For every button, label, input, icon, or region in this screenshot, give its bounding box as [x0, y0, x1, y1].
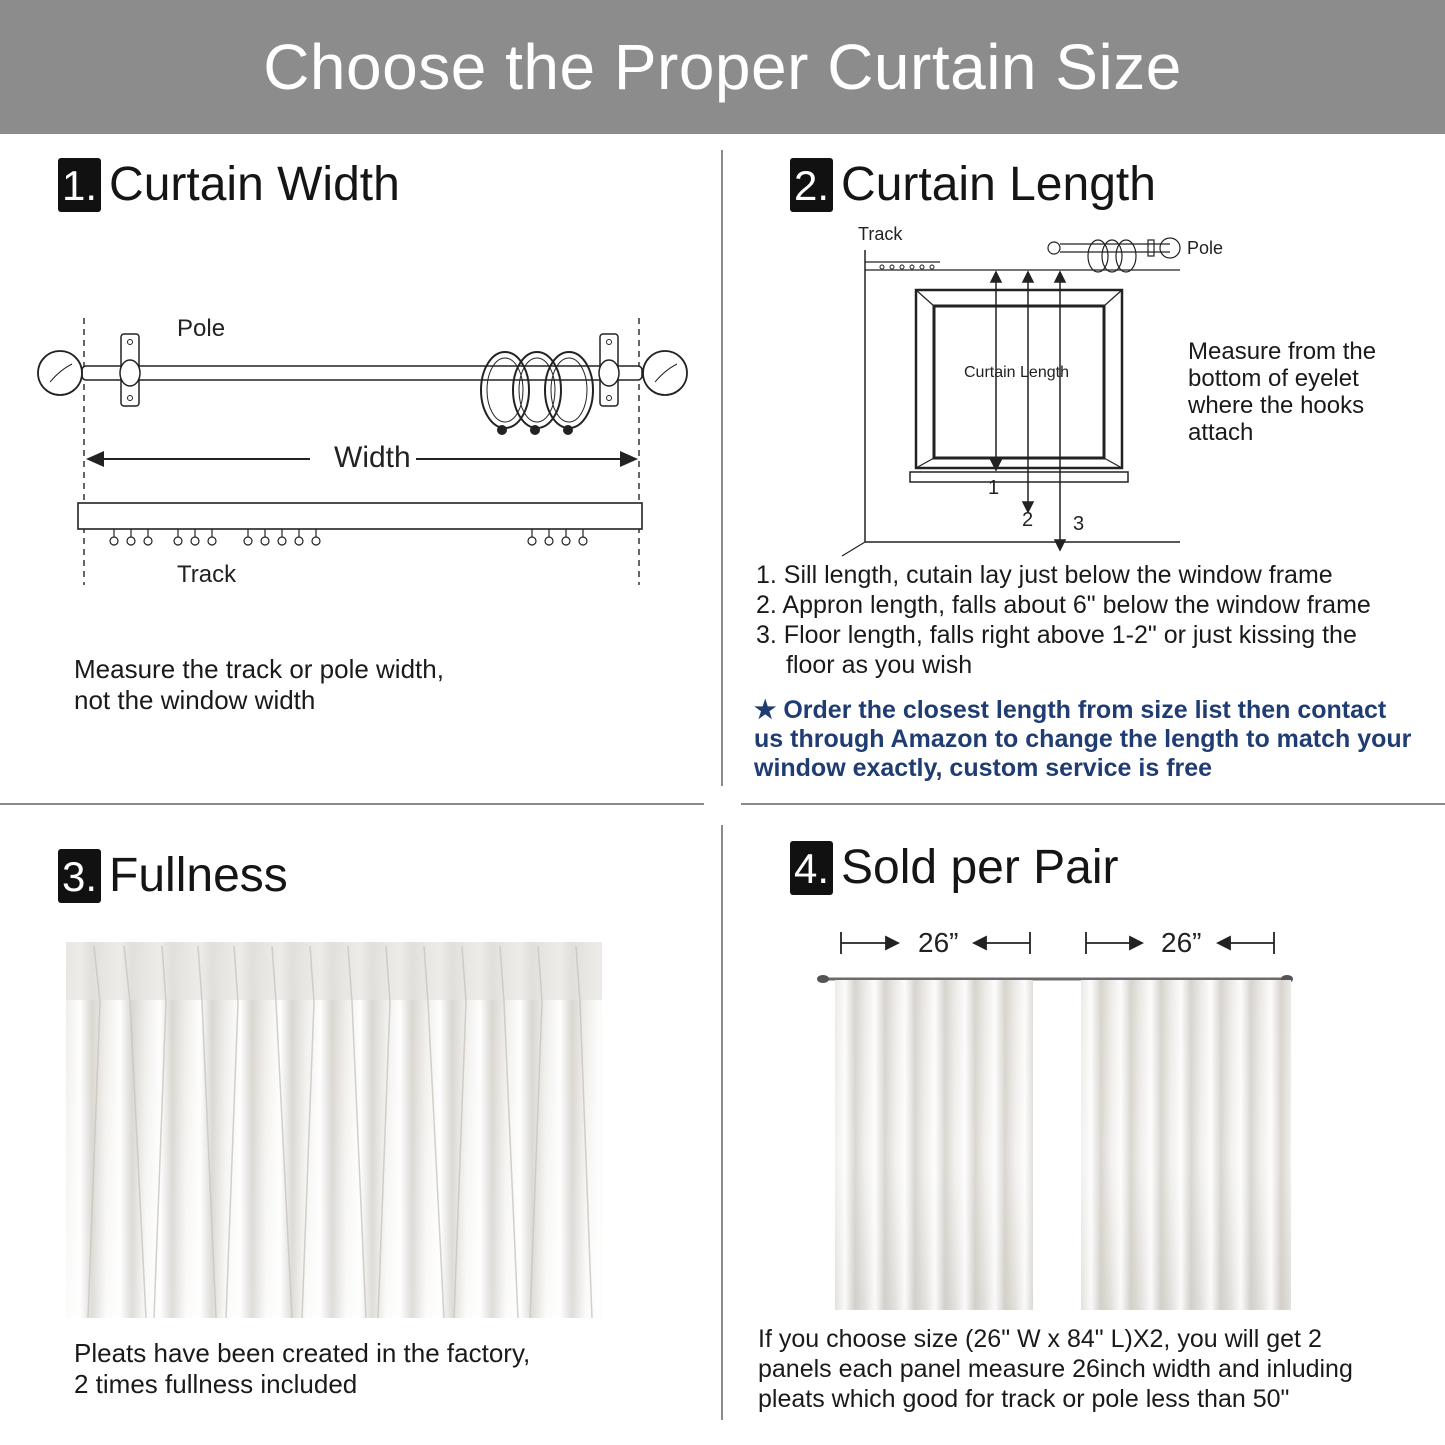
notice-line: ★ Order the closest length from size list then contact	[754, 696, 1387, 724]
length-steps-list	[756, 560, 1371, 680]
section-number-badge: 1.	[58, 158, 101, 212]
section-title: Curtain Width	[109, 158, 400, 211]
pair-width-markers	[830, 920, 1290, 970]
width-description-line: Measure the track or pole width,	[74, 654, 444, 684]
divider-horizontal-right	[741, 803, 1445, 805]
width-description-line: not the window width	[74, 685, 316, 715]
width-diagram	[30, 300, 710, 600]
divider-horizontal-left	[0, 803, 704, 805]
pair-description-line: pleats which good for track or pole less than 50"	[758, 1385, 1290, 1413]
label-pole: Pole	[177, 315, 226, 342]
marker-2: 2	[1022, 509, 1034, 531]
pole-rings-icon	[1048, 238, 1180, 272]
fullness-description-line: 2 times fullness included	[74, 1369, 358, 1399]
section-number-badge: 2.	[790, 158, 833, 212]
right-panel-width: 26”	[1161, 927, 1202, 958]
length-step: 3. Floor length, falls right above 1-2" or just kissing the	[756, 621, 1357, 649]
measure-note-line: bottom of eyelet	[1188, 365, 1359, 392]
track-hooks-icon	[880, 265, 934, 269]
section-pair-heading	[790, 840, 1119, 895]
label-pole: Pole	[1187, 238, 1224, 258]
marker-1: 1	[988, 477, 1000, 499]
bracket-right-icon	[599, 334, 619, 406]
notice-line: us through Amazon to change the length to match your	[754, 725, 1412, 753]
length-step: floor as you wish	[786, 651, 973, 679]
divider-vertical-bottom	[721, 825, 723, 1420]
section-fullness-heading	[58, 848, 288, 903]
curtain-rings-icon	[481, 352, 593, 434]
section-title: Sold per Pair	[841, 841, 1119, 894]
length-step: 2. Appron length, falls about 6" below the window frame	[756, 591, 1371, 619]
divider-vertical-top	[721, 150, 723, 786]
pair-description-line: panels each panel measure 26inch width and inluding	[758, 1355, 1353, 1383]
label-track: Track	[858, 224, 903, 244]
marker-3: 3	[1073, 513, 1085, 535]
label-curtain-length: Curtain Length	[964, 364, 1069, 381]
measure-note-line: attach	[1188, 419, 1254, 446]
finial-right-icon	[643, 351, 687, 395]
section-length-heading	[790, 157, 1156, 212]
page-title: Choose the Proper Curtain Size	[263, 31, 1182, 103]
length-diagram	[830, 220, 1230, 560]
left-panel-width: 26”	[918, 927, 959, 958]
fullness-description	[74, 1338, 530, 1400]
notice-line: window exactly, custom service is free	[754, 754, 1213, 782]
pair-description-line: If you choose size (26" W x 84" L)X2, you will get 2	[758, 1325, 1322, 1353]
bracket-left-icon	[120, 334, 140, 406]
left-curtain-panel-photo	[835, 980, 1033, 1310]
section-title: Fullness	[109, 849, 288, 902]
width-description	[74, 654, 444, 716]
section-title: Curtain Length	[841, 158, 1156, 211]
measure-note-line: where the hooks	[1188, 392, 1365, 419]
pleated-curtain-photo	[66, 942, 602, 1318]
header-banner	[0, 0, 1445, 134]
section-width-heading	[58, 157, 400, 212]
section-number-badge: 3.	[58, 849, 101, 903]
right-curtain-panel-photo	[1081, 980, 1291, 1310]
pair-description	[758, 1324, 1353, 1414]
length-step: 1. Sill length, cutain lay just below the window frame	[756, 561, 1333, 589]
label-track: Track	[177, 561, 237, 588]
finial-left-icon	[38, 351, 82, 395]
measure-note-line: Measure from the	[1188, 338, 1377, 365]
track-hooks-icon	[110, 529, 587, 545]
fullness-description-line: Pleats have been created in the factory,	[74, 1338, 531, 1368]
measure-note	[1188, 338, 1376, 446]
custom-service-notice	[754, 696, 1434, 783]
section-number-badge: 4.	[790, 841, 833, 895]
label-width: Width	[334, 441, 411, 474]
